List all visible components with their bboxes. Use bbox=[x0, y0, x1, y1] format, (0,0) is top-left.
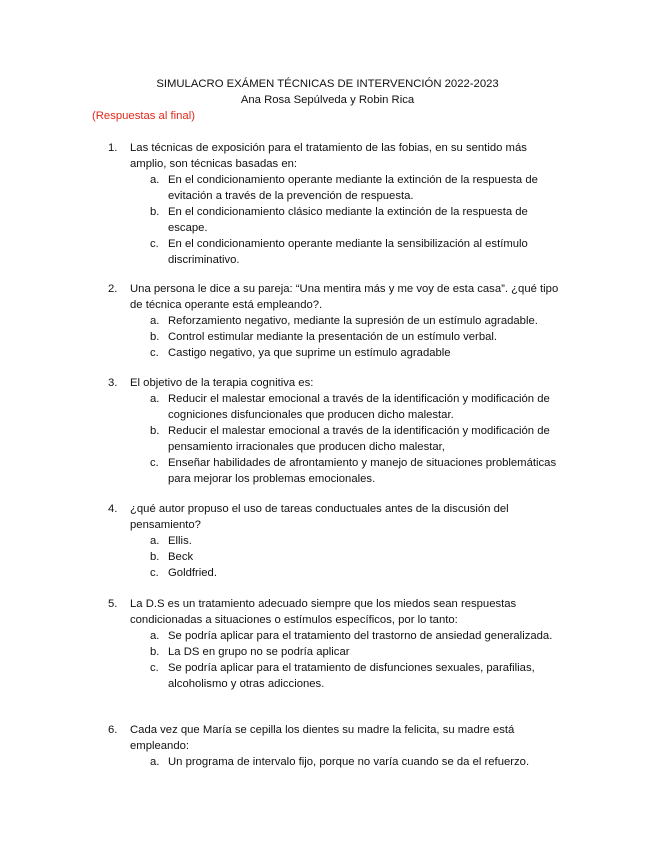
option-a bbox=[150, 628, 560, 644]
option-text: Reducir el malestar emocional a través de la identificación y modificación de cogniciones disfuncionales que producen dicho malestar. bbox=[168, 393, 550, 421]
option-letter: a. bbox=[150, 315, 160, 327]
question-text: La D.S es un tratamiento adecuado siempre que los miedos sean respuestas condicionadas a situaciones o estímulos específicos, por lo tanto: bbox=[130, 598, 517, 626]
option-letter: a. bbox=[150, 393, 160, 405]
question-text: El objetivo de la terapia cognitiva es: bbox=[130, 377, 314, 389]
document-title: SIMULACRO EXÁMEN TÉCNICAS DE INTERVENCIÓN 2022-2023 bbox=[156, 78, 499, 90]
option-text: Se podría aplicar para el tratamiento del trastorno de ansiedad generalizada. bbox=[168, 630, 553, 642]
option-text: Goldfried. bbox=[168, 567, 217, 579]
option-a bbox=[150, 533, 560, 549]
question-number: 6. bbox=[108, 724, 118, 736]
option-letter: c. bbox=[150, 567, 159, 579]
option-letter: b. bbox=[150, 646, 160, 658]
option-a bbox=[150, 391, 560, 423]
option-letter: c. bbox=[150, 238, 159, 250]
question-text: Cada vez que María se cepilla los dientes su madre la felicita, su madre está empleando: bbox=[130, 724, 515, 752]
option-letter: b. bbox=[150, 551, 160, 563]
option-letter: c. bbox=[150, 347, 159, 359]
option-text: En el condicionamiento clásico mediante la extinción de la respuesta de escape. bbox=[168, 206, 528, 234]
option-text: Beck bbox=[168, 551, 194, 563]
option-text: Se podría aplicar para el tratamiento de disfunciones sexuales, parafilias, alcoholismo y otras adicciones. bbox=[168, 662, 535, 690]
option-letter: b. bbox=[150, 425, 160, 437]
option-b bbox=[150, 423, 560, 455]
option-text: Castigo negativo, ya que suprime un estímulo agradable bbox=[168, 347, 451, 359]
option-letter: a. bbox=[150, 756, 160, 768]
option-letter: c. bbox=[150, 457, 159, 469]
option-a bbox=[150, 172, 560, 204]
document-authors: Ana Rosa Sepúlveda y Robin Rica bbox=[240, 94, 415, 106]
option-text: Reducir el malestar emocional a través de la identificación y modificación de pensamiento irracionales que producen dicho malestar, bbox=[168, 425, 550, 453]
option-c bbox=[150, 455, 560, 487]
question-2 bbox=[108, 281, 560, 361]
question-6 bbox=[108, 722, 560, 770]
question-number: 5. bbox=[108, 598, 118, 610]
option-b bbox=[150, 329, 560, 345]
question-text: Una persona le dice a su pareja: “Una mentira más y me voy de esta casa”. ¿qué tipo de técnica operante está empleando?. bbox=[130, 283, 559, 311]
option-letter: a. bbox=[150, 630, 160, 642]
option-b bbox=[150, 549, 560, 565]
option-b bbox=[150, 644, 560, 660]
option-c bbox=[150, 345, 560, 361]
option-c bbox=[150, 236, 560, 268]
option-text: Control estimular mediante la presentación de un estímulo verbal. bbox=[168, 331, 498, 343]
option-text: Enseñar habilidades de afrontamiento y manejo de situaciones problemáticas para mejorar los problemas emocionales. bbox=[168, 457, 557, 485]
option-c bbox=[150, 660, 560, 692]
option-a bbox=[150, 754, 560, 770]
option-letter: b. bbox=[150, 331, 160, 343]
option-letter: c. bbox=[150, 662, 159, 674]
option-text: Un programa de intervalo fijo, porque no varía cuando se da el refuerzo. bbox=[168, 756, 530, 768]
option-text: Ellis. bbox=[168, 535, 192, 547]
option-text: En el condicionamiento operante mediante la extinción de la respuesta de evitación a través de la prevención de respuesta. bbox=[168, 174, 538, 202]
question-5 bbox=[108, 596, 560, 692]
question-number: 1. bbox=[108, 142, 118, 154]
option-letter: b. bbox=[150, 206, 160, 218]
option-letter: a. bbox=[150, 174, 160, 186]
option-text: La DS en grupo no se podría aplicar bbox=[168, 646, 350, 658]
question-number: 2. bbox=[108, 283, 118, 295]
question-1 bbox=[108, 140, 560, 268]
question-4 bbox=[108, 501, 560, 581]
option-letter: a. bbox=[150, 535, 160, 547]
answers-note: (Respuestas al final) bbox=[92, 110, 195, 122]
option-c bbox=[150, 565, 560, 581]
option-b bbox=[150, 204, 560, 236]
option-a bbox=[150, 313, 560, 329]
question-number: 4. bbox=[108, 503, 118, 515]
option-text: Reforzamiento negativo, mediante la supresión de un estímulo agradable. bbox=[168, 315, 538, 327]
question-text: ¿qué autor propuso el uso de tareas conductuales antes de la discusión del pensamiento? bbox=[130, 503, 509, 531]
question-3 bbox=[108, 375, 560, 487]
question-text: Las técnicas de exposición para el tratamiento de las fobias, en su sentido más amplio, son técnicas basadas en: bbox=[130, 142, 527, 170]
option-text: En el condicionamiento operante mediante la sensibilización al estímulo discriminativo. bbox=[168, 238, 528, 266]
question-number: 3. bbox=[108, 377, 118, 389]
